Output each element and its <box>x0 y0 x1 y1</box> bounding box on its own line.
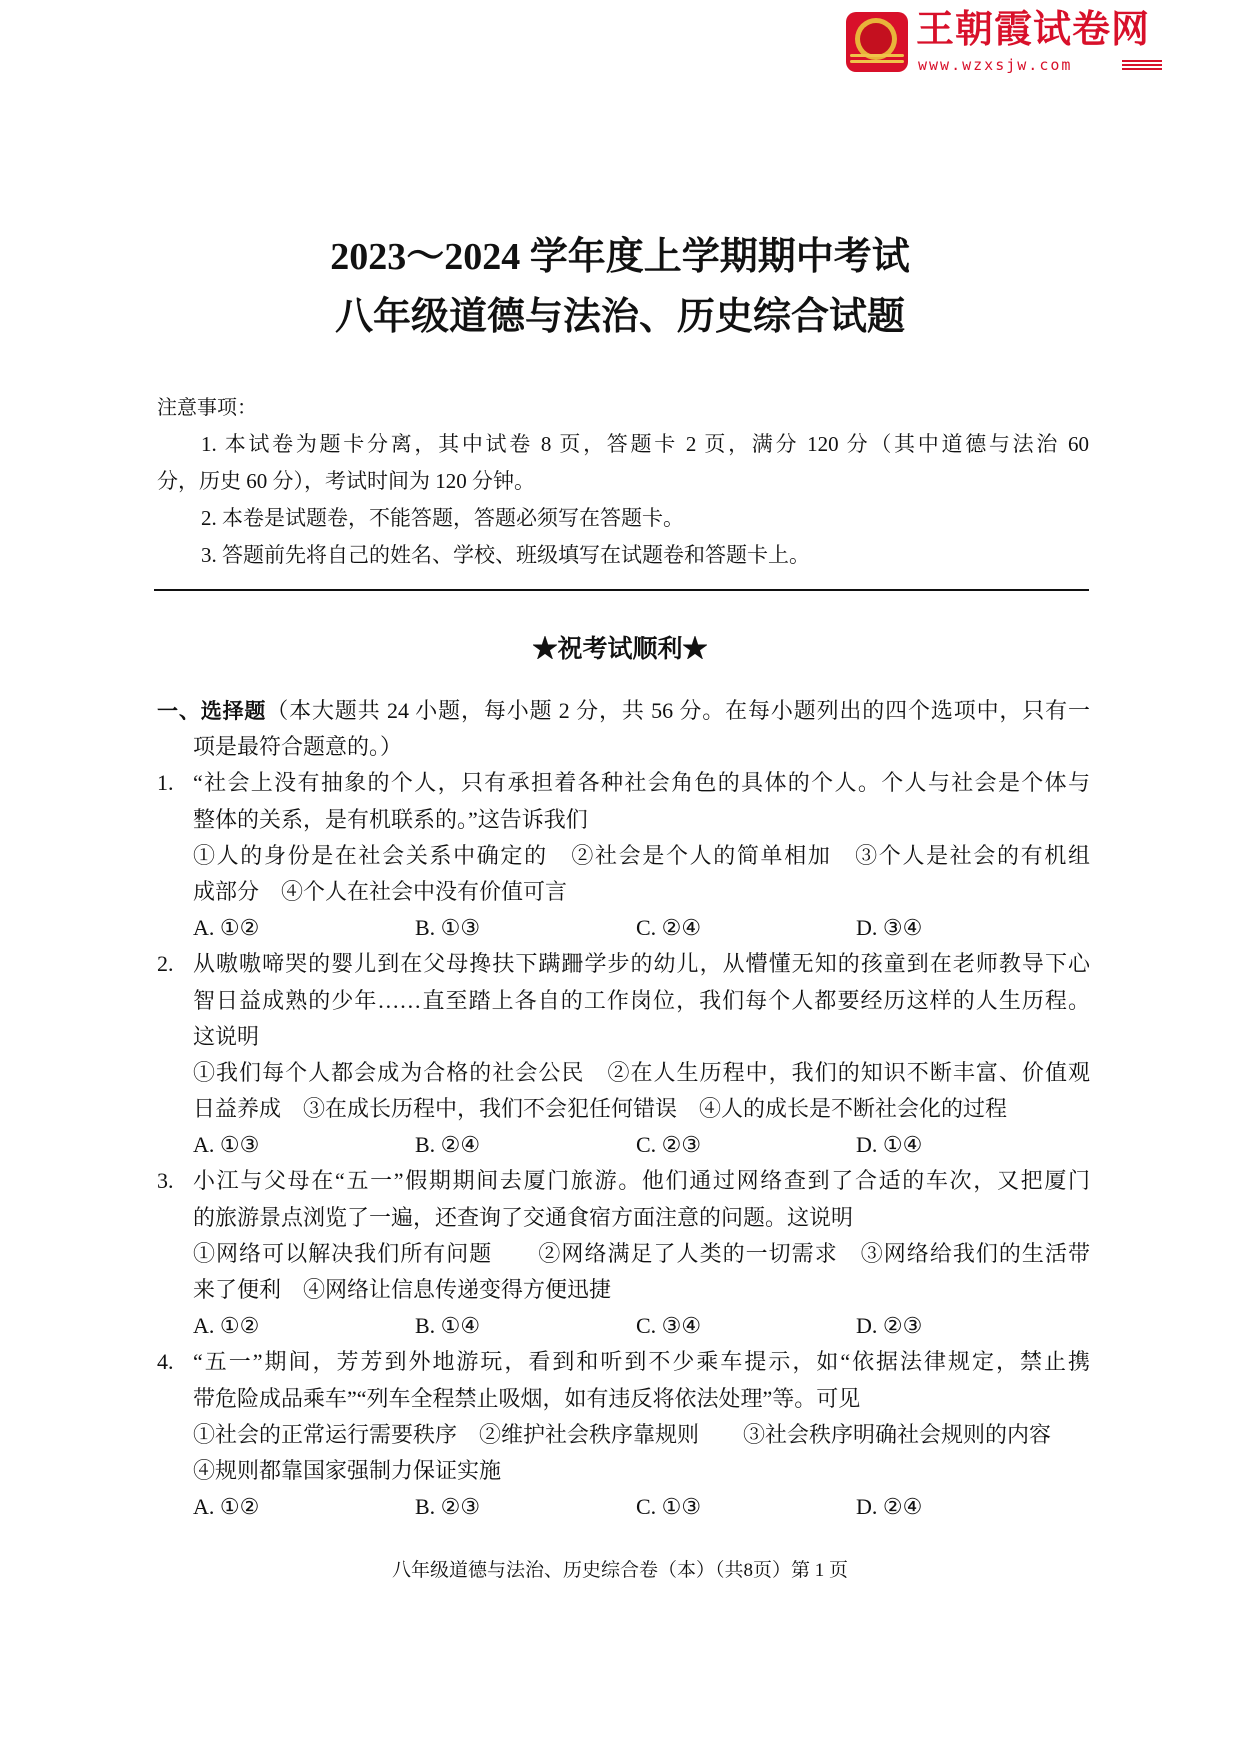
question-line <box>157 1091 1090 1127</box>
question-text: ①社会的正常运行需要秩序 ②维护社会秩序靠规则 ③社会秩序明确社会规则的内容 <box>193 1421 1052 1447</box>
note-line: 2. 本卷是试题卷，不能答题，答题必须写在答题卡。 <box>201 506 684 530</box>
divider <box>154 589 1089 591</box>
section-desc: （本大题共 24 小题，每小题 2 分，共 56 分。在每小题列出的四个选项中，只有一 <box>266 698 1090 723</box>
exam-title-line1: 2023～2024 学年度上学期期中考试 <box>330 236 910 278</box>
question-text: “社会上没有抽象的个人，只有承担着各种社会角色的具体的个人。个人与社会是个体与 <box>193 770 1090 796</box>
question-text: “五一”期间，芳芳到外地游玩，看到和听到不少乘车提示，如“依据法律规定，禁止携 <box>193 1349 1090 1375</box>
question-line <box>157 983 1090 1019</box>
question-line <box>157 1344 1090 1380</box>
question-4 <box>157 1344 1090 1525</box>
logo-name: 王朝霞试卷网 <box>916 7 1151 51</box>
question-line <box>157 1236 1090 1272</box>
answer-option-a: A. ①② <box>193 1494 260 1520</box>
answer-option-b: B. ①③ <box>415 915 481 941</box>
question-text: 智日益成熟的少年……直至踏上各自的工作岗位，我们每个人都要经历这样的人生历程。 <box>193 987 1090 1013</box>
question-line <box>157 1200 1090 1236</box>
answer-option-b: B. ①④ <box>415 1313 481 1339</box>
answer-options <box>157 910 1090 946</box>
answer-option-d: D. ③④ <box>856 915 923 941</box>
question-number: 4. <box>157 1349 174 1375</box>
section-title: 一、选择题 <box>157 699 267 723</box>
answer-option-b: B. ②③ <box>415 1494 481 1520</box>
question-text: 来了便利 ④网络让信息传递变得方便迅捷 <box>193 1277 612 1302</box>
answer-option-b: B. ②④ <box>415 1132 481 1158</box>
note-line: 1. 本试卷为题卡分离，其中试卷 8 页，答题卡 2 页，满分 120 分（其中道德与法治 60 <box>201 432 1089 456</box>
question-3 <box>157 1163 1090 1344</box>
site-logo <box>846 8 1176 78</box>
page-footer: 八年级道德与法治、历史综合卷（本）（共8页）第 1 页 <box>391 1560 848 1581</box>
questions-section <box>157 693 1090 1525</box>
question-text: 成部分 ④个人在社会中没有价值可言 <box>193 878 568 904</box>
question-text: 的旅游景点浏览了一遍，还查询了交通食宿方面注意的问题。这说明 <box>193 1204 854 1230</box>
question-text: 小江与父母在“五一”假期期间去厦门旅游。他们通过网络查到了合适的车次，又把厦门 <box>193 1168 1090 1194</box>
answer-options <box>157 1489 1090 1525</box>
answer-option-a: A. ①② <box>193 915 260 941</box>
answer-option-a: A. ①② <box>193 1313 260 1339</box>
question-line <box>157 1019 1090 1055</box>
exam-title-line2: 八年级道德与法治、历史综合试题 <box>334 296 905 338</box>
note-line: 3. 答题前先将自己的姓名、学校、班级填写在试题卷和答题卡上。 <box>201 543 810 567</box>
question-text: ①我们每个人都会成为合格的社会公民 ②在人生历程中，我们的知识不断丰富、价值观 <box>193 1059 1090 1085</box>
question-text: 这说明 <box>193 1023 260 1049</box>
note-line: 分，历史 60 分），考试时间为 120 分钟。 <box>157 469 535 493</box>
answer-options <box>157 1127 1090 1163</box>
answer-option-c: C. ②③ <box>636 1132 702 1158</box>
answer-option-c: C. ①③ <box>636 1494 702 1520</box>
notes-section <box>157 389 1089 574</box>
answer-options <box>157 1308 1090 1344</box>
question-number: 2. <box>157 951 174 977</box>
question-1 <box>157 765 1090 946</box>
question-number: 3. <box>157 1168 174 1194</box>
notes-heading: 注意事项： <box>157 395 257 419</box>
question-text: 日益养成 ③在成长历程中，我们不会犯任何错误 ④人的成长是不断社会化的过程 <box>193 1096 1008 1122</box>
answer-option-c: C. ③④ <box>636 1313 702 1339</box>
good-luck-heading: ★祝考试顺利★ <box>532 636 708 663</box>
question-line <box>157 1381 1090 1417</box>
answer-option-d: D. ②③ <box>856 1313 923 1339</box>
question-text: 整体的关系，是有机联系的。”这告诉我们 <box>193 806 588 832</box>
question-line <box>157 1417 1090 1453</box>
question-line <box>157 1272 1090 1308</box>
answer-option-d: D. ①④ <box>856 1132 923 1158</box>
answer-option-c: C. ②④ <box>636 915 702 941</box>
logo-lines-icon <box>1122 60 1162 72</box>
logo-badge-icon <box>846 12 908 72</box>
question-line <box>157 1055 1090 1091</box>
question-number: 1. <box>157 770 174 796</box>
answer-option-a: A. ①③ <box>193 1132 260 1158</box>
question-2 <box>157 946 1090 1163</box>
question-line <box>157 874 1090 910</box>
question-text: ①网络可以解决我们所有问题 ②网络满足了人类的一切需求 ③网络给我们的生活带 <box>193 1240 1090 1266</box>
question-text: 从嗷嗷啼哭的婴儿到在父母搀扶下蹒跚学步的幼儿，从懵懂无知的孩童到在老师教导下心 <box>193 951 1090 977</box>
question-line <box>157 765 1090 801</box>
question-line <box>157 838 1090 874</box>
question-text: ④规则都靠国家强制力保证实施 <box>193 1457 502 1483</box>
question-line <box>157 1163 1090 1199</box>
question-text: ①人的身份是在社会关系中确定的 ②社会是个人的简单相加 ③个人是社会的有机组 <box>193 842 1090 868</box>
answer-option-d: D. ②④ <box>856 1494 923 1520</box>
question-line <box>157 802 1090 838</box>
section-header <box>157 693 1090 729</box>
question-line <box>157 1453 1090 1489</box>
question-line <box>157 946 1090 982</box>
section-desc-cont: 项是最符合题意的。） <box>193 734 403 760</box>
logo-url: www.wzxsjw.com <box>918 56 1073 74</box>
question-text: 带危险成品乘车”“列车全程禁止吸烟，如有违反将依法处理”等。可见 <box>193 1385 861 1411</box>
